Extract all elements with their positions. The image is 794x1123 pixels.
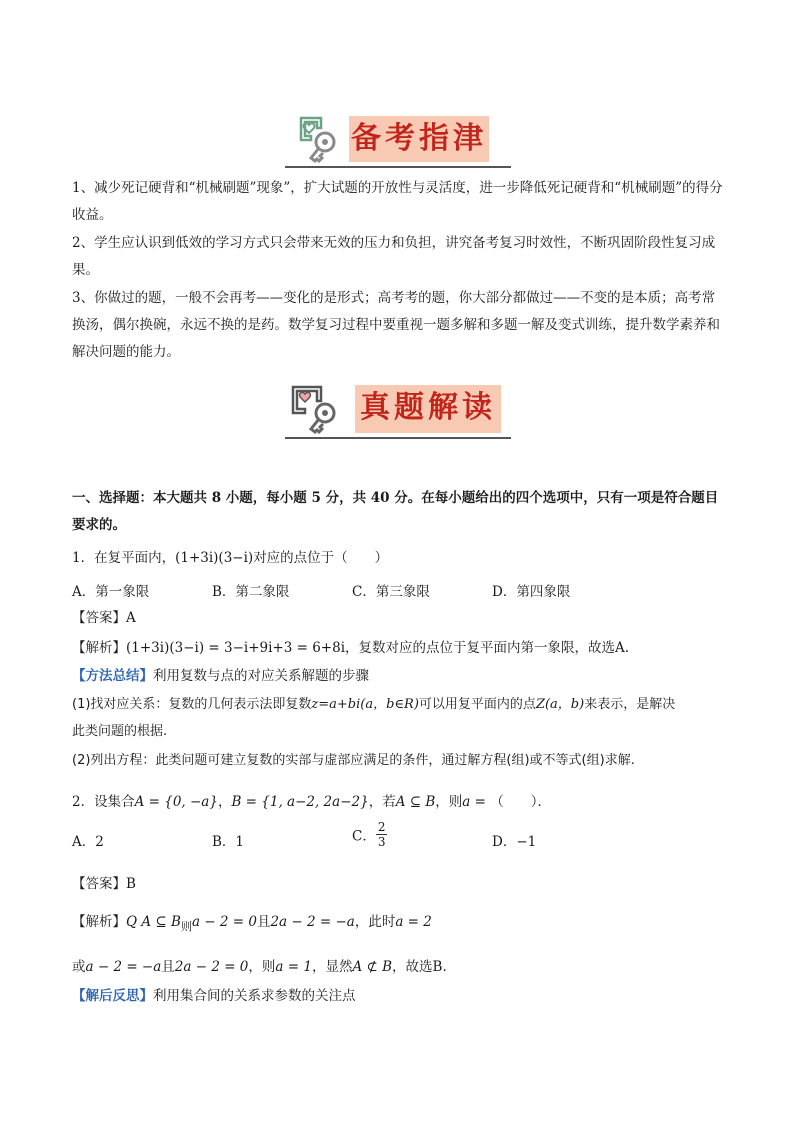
q1-expression: (1+3i)(3−i) (175, 550, 254, 566)
q1-suffix: 对应的点位于（ ） (253, 550, 389, 566)
an1-d: 且 (256, 914, 271, 930)
an2-i: ，故选B. (392, 959, 447, 975)
section-heading-line1: 一、选择题：本大题共 8 小题，每小题 5 分，共 40 分。在每小题给出的四个选项中，只有一项是符合题目 (72, 490, 719, 506)
an1-e: 2a − 2 = −a (270, 914, 355, 930)
q2-then: ，则 (435, 794, 463, 810)
an2-h: A ⊄ B (352, 959, 393, 975)
analysis-label: 【解析】 (72, 914, 126, 930)
an1-b: 则 (180, 920, 192, 933)
q2-option-c (352, 820, 387, 849)
an2-a: 或 (72, 959, 86, 975)
an2-g: ，显然 (311, 959, 353, 975)
tip-3: 3、你做过的题，一般不会再考——变化的是形式；高考考的题，你大部分都做过——不变的是本质；高考常换汤，偶尔换碗，永远不换的是药。数学复习过程中要重视一题多解和多题一解及变式训练，提升数学素养和解决问题的能力。 (72, 290, 720, 360)
an1-g: a = 2 (395, 914, 432, 930)
an1-a: Q A ⊆ B (126, 914, 181, 930)
analysis-expression: (1+3i)(3−i) = 3−i+9i+3 = 6+8i (126, 640, 346, 656)
an2-e: ，则 (248, 959, 276, 975)
reflection-text: 利用集合间的关系求参数的关注点 (153, 988, 356, 1004)
step1-part-c: 来表示，是解决 (584, 697, 676, 712)
q2-sep: ， (217, 794, 232, 810)
method-summary-title: 利用复数与点的对应关系解题的步骤 (153, 668, 369, 684)
q2-option-a: A．2 (72, 834, 104, 850)
an1-f: ，此时 (354, 914, 396, 930)
q2-analysis-line1 (72, 910, 432, 934)
q2-answer: 【答案】B (72, 876, 136, 892)
tip-1: 1、减少死记硬背和“机械刷题”现象”，扩大试题的开放性与灵活度，进一步降低死记硬背和“机械刷题”的得分收益。 (72, 180, 723, 223)
section-heading-line2: 要求的。 (72, 517, 126, 533)
q2-paren: = （ ）． (470, 794, 551, 810)
q2-option-c-fraction (376, 820, 388, 849)
q1-option-a: A．第一象限 (72, 584, 150, 600)
method-summary-heading (72, 664, 369, 684)
method-summary-label: 【方法总结】 (72, 668, 153, 684)
an1-c: a − 2 = 0 (191, 914, 257, 930)
key-heart-icon (287, 112, 349, 164)
step1-part-a: (1)找对应关系：复数的几何表示法即复数 (72, 697, 312, 712)
q2-option-c-label: C． (352, 828, 376, 845)
banner-underline (285, 166, 511, 168)
key-heart-icon (287, 383, 349, 435)
question-2 (72, 790, 551, 810)
banner-real-exam (285, 381, 511, 439)
method-step-1 (72, 693, 675, 712)
an2-c: 且 (161, 959, 175, 975)
reflection-heading (72, 984, 356, 1004)
tip-2: 2、学生应认识到低效的学习方式只会带来无效的压力和负担，讲究备考复习时效性，不断巩固阶段性复习成果。 (72, 235, 716, 278)
an2-d: 2a − 2 = 0 (174, 959, 249, 975)
q2-option-d: D．−1 (492, 834, 537, 850)
q1-option-d: D．第四象限 (492, 584, 571, 600)
question-1 (72, 546, 388, 566)
fraction-denominator: 3 (377, 835, 386, 849)
fraction-numerator: 2 (377, 820, 386, 834)
q2-cond: ，若 (368, 794, 396, 810)
q2-set-b: B = {1, a−2, 2a−2} (231, 794, 369, 810)
method-step-2: (2)列出方程：此类问题可建立复数的实部与虚部应满足的条件，通过解方程(组)或不等式(组)求解. (72, 753, 635, 768)
q2-prefix: 2．设集合 (72, 794, 135, 810)
an2-b: a − 2 = −a (85, 959, 162, 975)
analysis-label: 【解析】 (72, 640, 126, 656)
q2-set-a: A = {0, −a} (134, 794, 218, 810)
q1-option-b: B．第二象限 (212, 584, 290, 600)
banner-title: 备考指津 (349, 116, 489, 162)
step1-point: Z(a，b) (535, 697, 585, 712)
reflection-label: 【解后反思】 (72, 988, 153, 1004)
q2-subset: A ⊆ B (395, 794, 436, 810)
q1-prefix: 1．在复平面内， (72, 550, 176, 566)
q2-var: a (462, 794, 471, 810)
q2-analysis-line2 (72, 955, 447, 975)
analysis-text: ，复数对应的点位于复平面内第一象限，故选A. (345, 640, 630, 656)
q1-analysis (72, 636, 629, 656)
step1-part-b: 可以用复平面内的点 (418, 697, 536, 712)
banner-prep-guide (285, 110, 511, 168)
banner-underline (285, 437, 511, 439)
an2-f: a = 1 (275, 959, 312, 975)
method-step-1-cont: 此类问题的根据. (72, 724, 168, 739)
step1-expression: z=a+bi(a，b∈R) (311, 697, 419, 712)
q1-answer: 【答案】A (72, 610, 136, 626)
banner-title: 真题解读 (355, 385, 501, 433)
q1-option-c: C．第三象限 (352, 584, 430, 600)
q2-option-b: B．1 (212, 834, 245, 850)
